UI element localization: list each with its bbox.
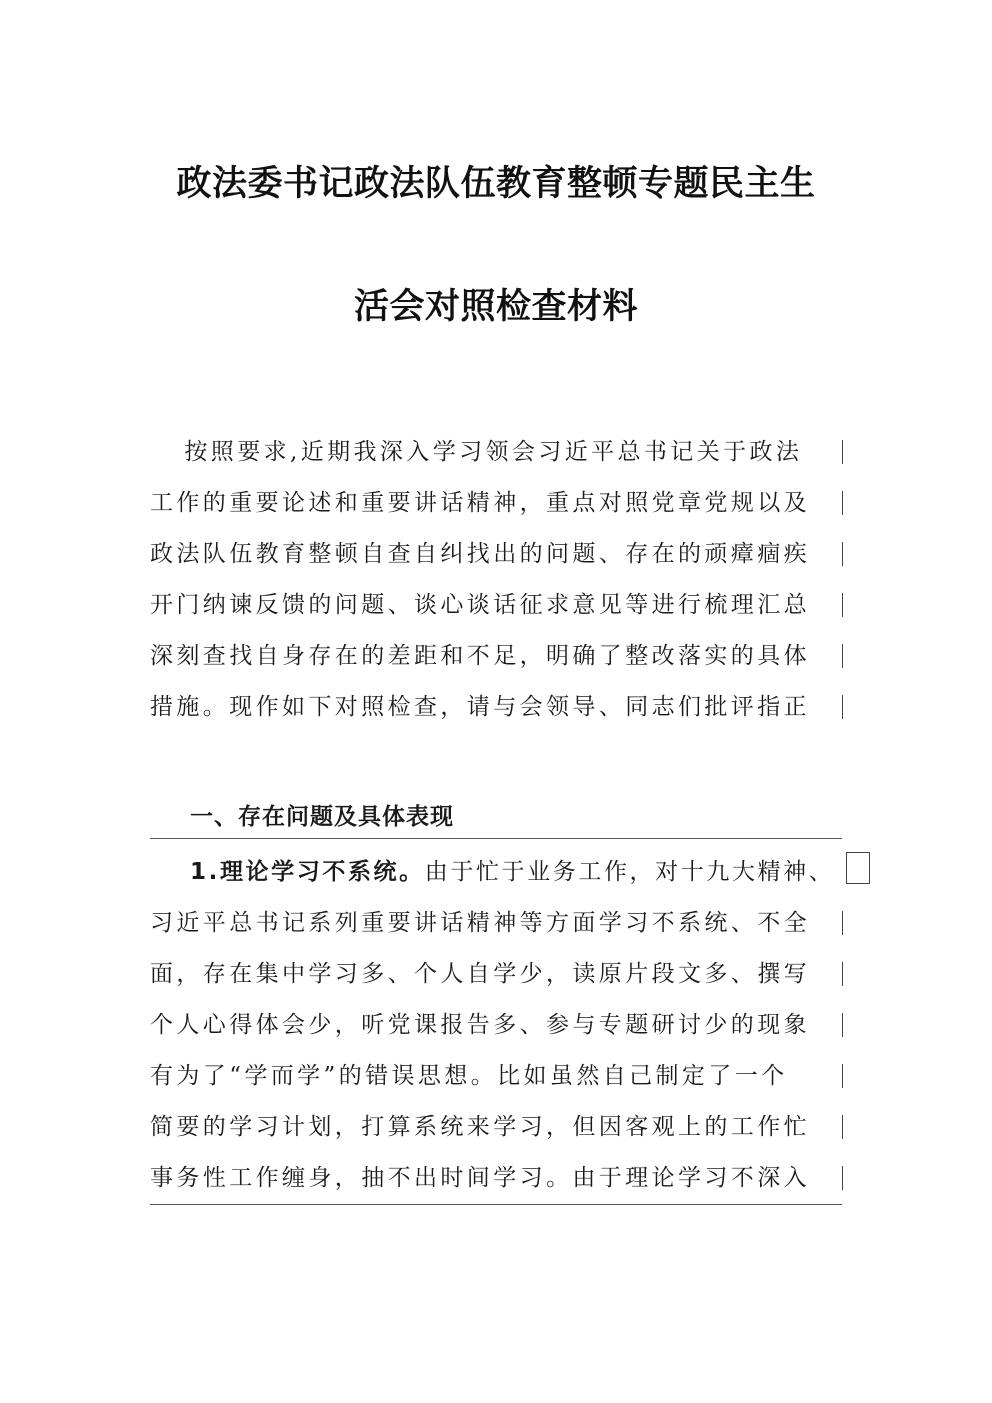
margin-bar	[842, 1115, 843, 1139]
intro-line: 深刻查找自身存在的差距和不足，明确了整改落实的具体	[150, 643, 810, 669]
section-divider	[150, 838, 842, 839]
margin-bar	[842, 695, 843, 719]
margin-bar	[842, 593, 843, 617]
intro-line: 开门纳谏反馈的问题、谈心谈话征求意见等进行梳理汇总	[150, 592, 810, 618]
margin-bar	[842, 491, 843, 515]
item1-label: 1.理论学习不系统。	[190, 859, 425, 885]
document-title-line-1: 政法委书记政法队伍教育整顿专题民主生	[176, 164, 816, 204]
intro-line: 工作的重要论述和重要讲话精神，重点对照党章党规以及	[150, 490, 810, 516]
text-frame-marker	[846, 852, 870, 884]
item1-line: 习近平总书记系列重要讲话精神等方面学习不系统、不全	[150, 910, 810, 936]
intro-line: 措施。现作如下对照检查，请与会领导、同志们批评指正	[150, 694, 810, 720]
item1-line: 事务性工作缠身，抽不出时间学习。由于理论学习不深入	[150, 1165, 810, 1191]
margin-bar	[842, 911, 843, 935]
margin-bar	[842, 440, 843, 464]
intro-line: 政法队伍教育整顿自查自纠找出的问题、存在的顽瘴痼疾	[150, 541, 810, 567]
margin-bar	[842, 1166, 843, 1190]
item1-first-line-text: 由于忙于业务工作，对十九大精神、	[424, 859, 835, 885]
section-heading: 一、存在问题及具体表现	[190, 804, 454, 830]
margin-bar	[842, 1064, 843, 1088]
margin-bar	[842, 1013, 843, 1037]
document-title-line-2: 活会对照检查材料	[353, 287, 638, 327]
item1-first-line	[190, 852, 834, 892]
margin-bar	[842, 542, 843, 566]
item1-line: 有为了“学而学”的错误思想。比如虽然自己制定了一个	[150, 1063, 788, 1089]
item1-line: 简要的学习计划，打算系统来学习，但因客观上的工作忙	[150, 1114, 810, 1140]
item1-line: 面，存在集中学习多、个人自学少，读原片段文多、撰写	[150, 961, 810, 987]
intro-line: 按照要求,近期我深入学习领会习近平总书记关于政法	[158, 439, 803, 465]
bottom-divider	[150, 1204, 842, 1205]
item1-line: 个人心得体会少，听党课报告多、参与专题研讨少的现象	[150, 1012, 810, 1038]
margin-bar	[842, 644, 843, 668]
margin-bar	[842, 962, 843, 986]
